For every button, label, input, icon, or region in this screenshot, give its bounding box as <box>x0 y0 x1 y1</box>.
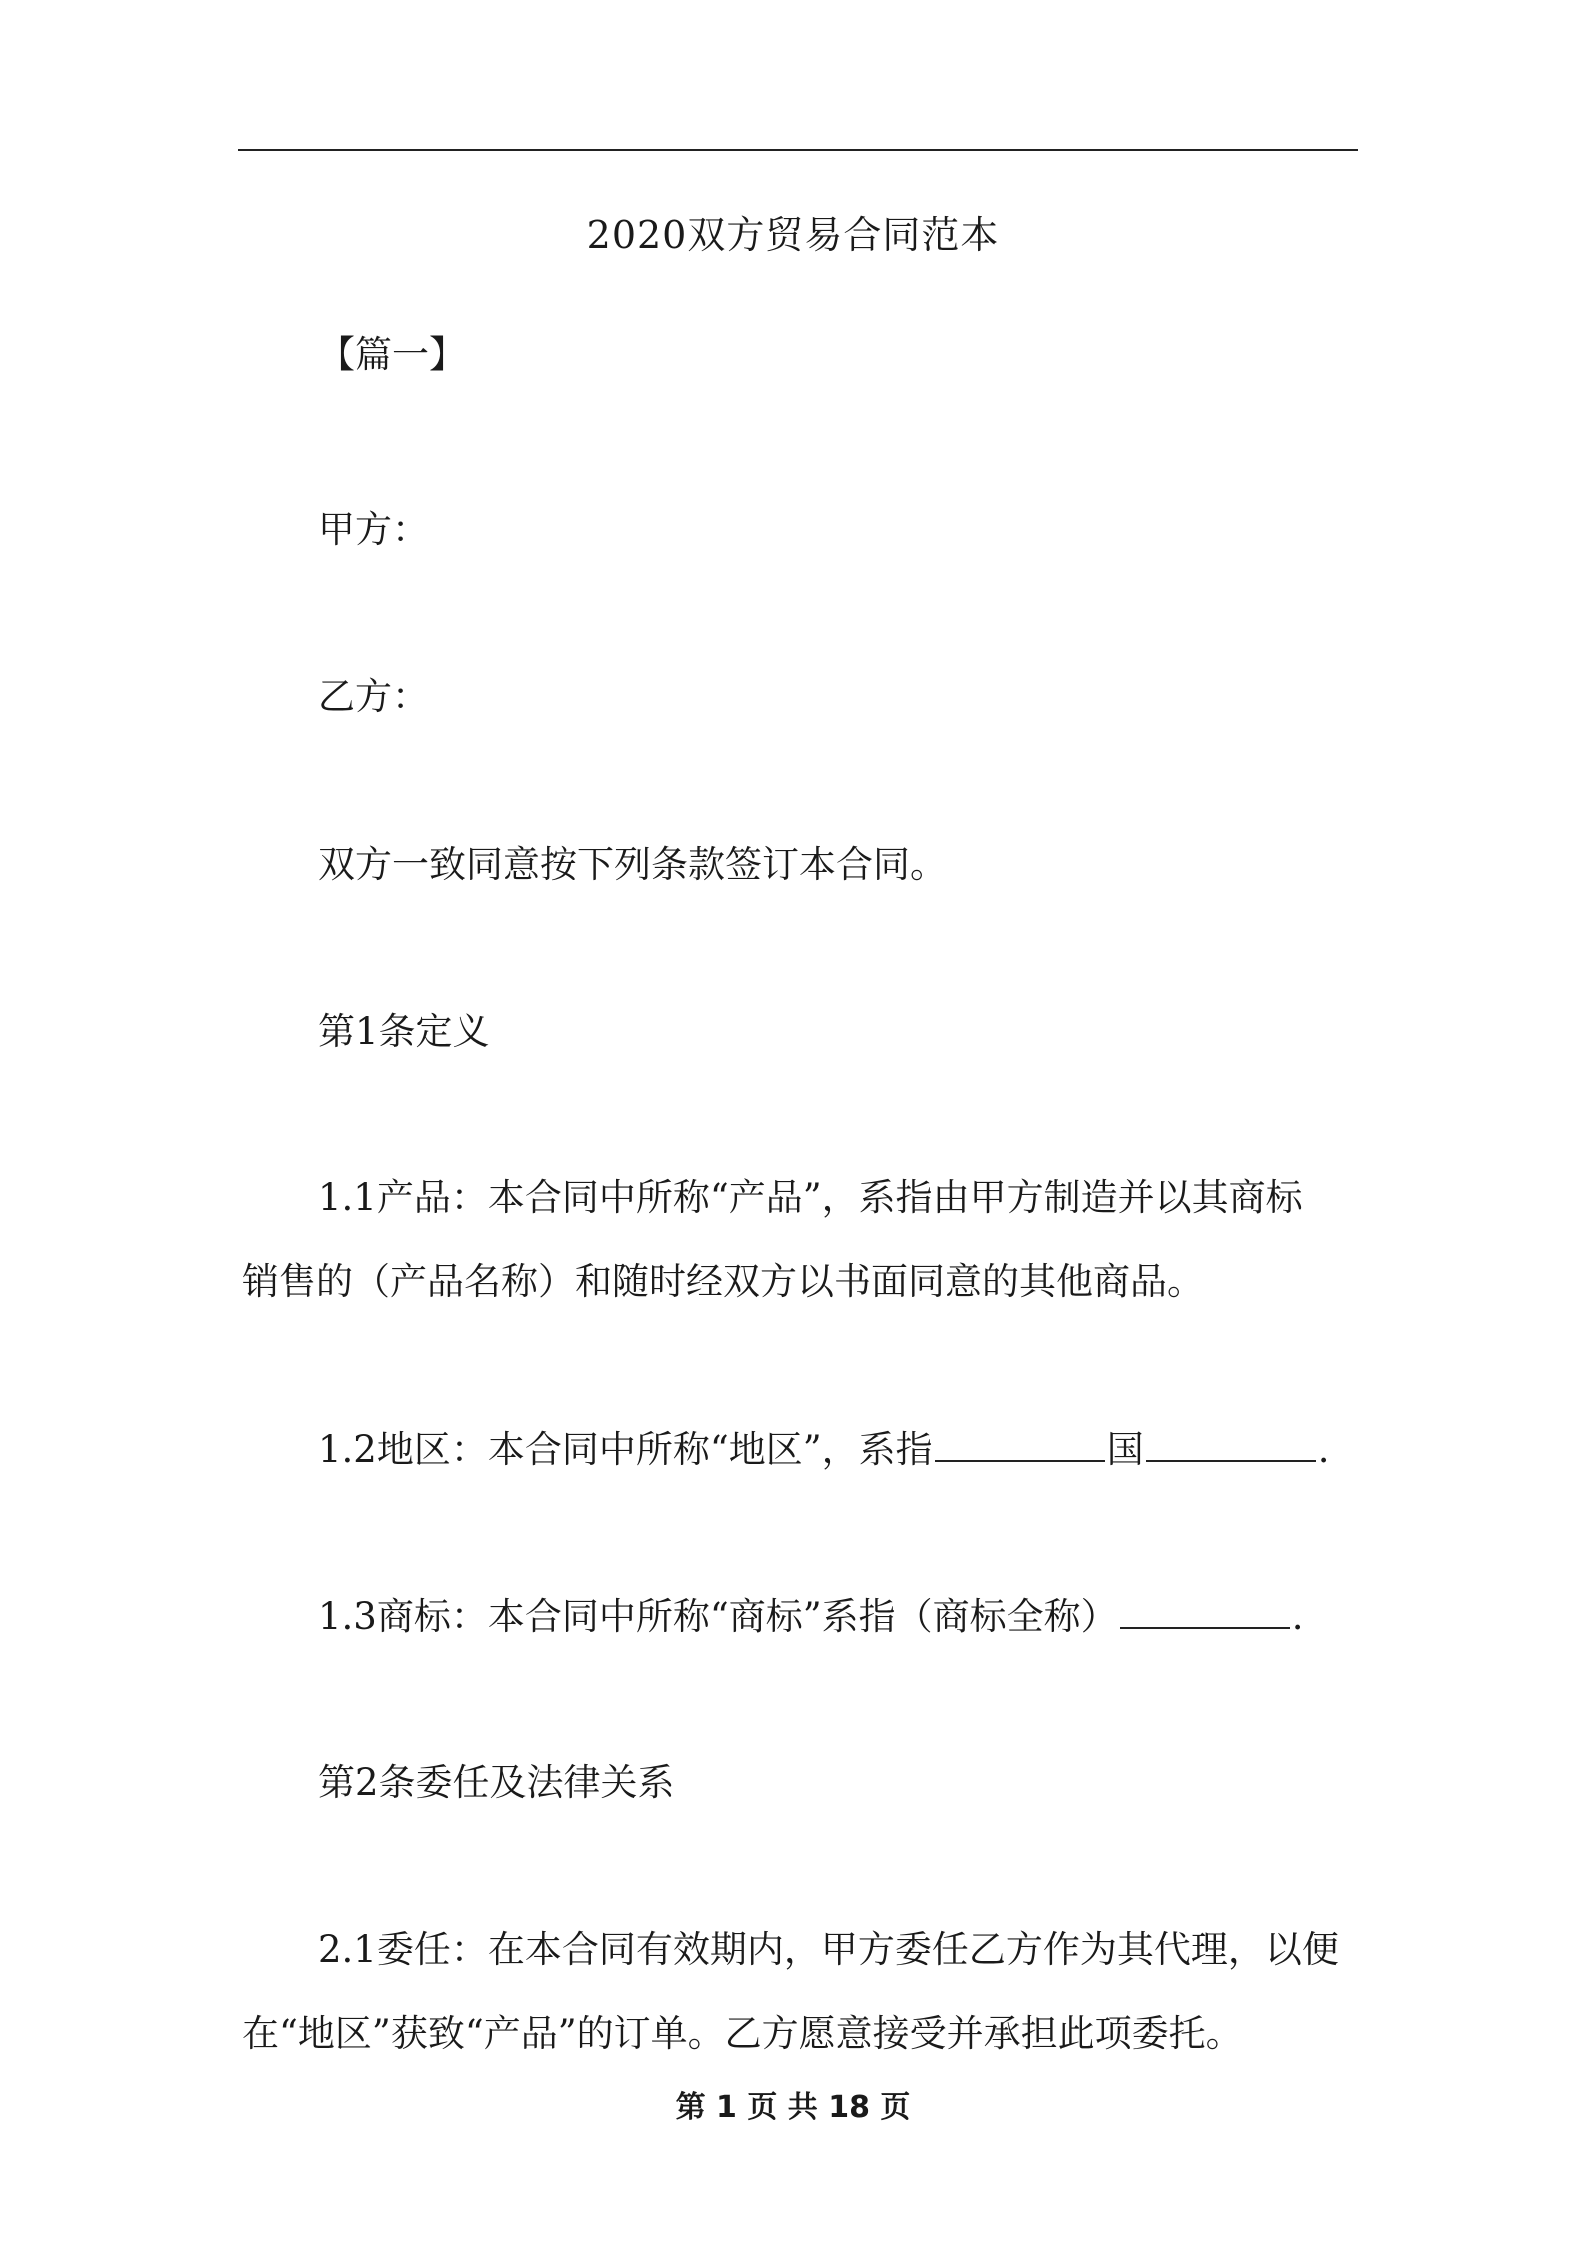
clause-1-3-text: 1.3商标：本合同中所称“商标”系指（商标全称） <box>318 1595 1118 1638</box>
blank-region <box>1146 1424 1316 1462</box>
agreement-intro: 双方一致同意按下列条款签订本合同。 <box>318 843 947 886</box>
page-number-footer: 第 1 页 共 18 页 <box>675 2090 911 2125</box>
clause-1-2-text: 1.2地区：本合同中所称“地区”，系指 <box>318 1428 933 1471</box>
header-divider <box>238 149 1358 151</box>
clause-1-1-line-2: 销售的（产品名称）和随时经双方以书面同意的其他商品。 <box>242 1260 1204 1303</box>
clause-1-3-end: . <box>1291 1595 1304 1638</box>
article-1-heading: 第1条定义 <box>318 1010 490 1053</box>
section-marker: 【篇一】 <box>318 333 466 376</box>
blank-country <box>935 1424 1105 1462</box>
clause-2-1-line-2: 在“地区”获致“产品”的订单。乙方愿意接受并承担此项委托。 <box>242 2012 1243 2055</box>
clause-1-2-end: . <box>1317 1428 1330 1471</box>
clause-2-1-line-1: 2.1委任：在本合同有效期内，甲方委任乙方作为其代理，以便 <box>318 1928 1339 1971</box>
party-b-label: 乙方： <box>318 675 429 718</box>
clause-1-2 <box>318 1424 1329 1475</box>
document-title: 2020双方贸易合同范本 <box>586 213 1000 257</box>
clause-1-3 <box>318 1591 1303 1642</box>
clause-1-1-line-1: 1.1产品：本合同中所称“产品”，系指由甲方制造并以其商标 <box>318 1176 1303 1219</box>
clause-1-2-country-word: 国 <box>1106 1428 1144 1471</box>
article-2-heading: 第2条委任及法律关系 <box>318 1761 675 1804</box>
party-a-label: 甲方： <box>318 508 429 551</box>
blank-trademark <box>1120 1591 1290 1629</box>
